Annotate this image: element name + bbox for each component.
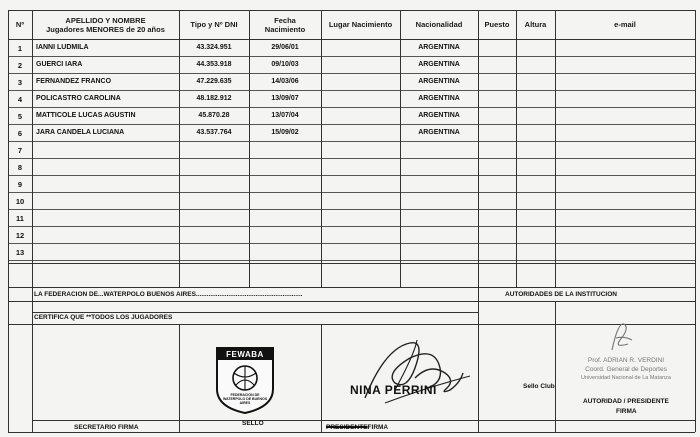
federacion-text: LA FEDERACION DE...WATERPOLO BUENOS AIRES...........................................................	[34, 291, 303, 298]
row-line	[8, 243, 695, 244]
col-line-puesto	[516, 10, 517, 287]
row-number: 7	[17, 146, 23, 155]
header-dni: Tipo y Nº DNI	[190, 20, 238, 29]
player-dni: 44.353.918	[196, 61, 232, 68]
player-dni: 45.870.28	[198, 112, 230, 119]
player-birthdate: 13/07/04	[271, 112, 299, 119]
firma-label	[326, 424, 388, 431]
footer-col-1	[179, 324, 180, 432]
player-birthdate: 13/09/07	[271, 95, 299, 102]
player-dni: 43.537.764	[196, 129, 232, 136]
table-bottom-line	[8, 263, 695, 264]
col-line-lugar	[400, 10, 401, 287]
row-line	[8, 73, 695, 74]
row-line	[8, 124, 695, 125]
footer-line-4	[8, 324, 695, 325]
row-number: 2	[17, 61, 23, 70]
frame-bottom	[8, 432, 695, 433]
row-number: 11	[16, 214, 24, 223]
row-number: 10	[15, 197, 25, 206]
header-apellido-1: APELLIDO Y NOMBRE	[65, 16, 146, 25]
presidente-struck-text: PRESIDENTE	[326, 424, 368, 431]
player-name: MATTICOLE LUCAS AGUSTIN	[36, 112, 136, 119]
row-number: 4	[17, 95, 23, 104]
row-line	[8, 90, 695, 91]
header-bottom-line	[8, 39, 695, 40]
player-name: GUERCI IARA	[36, 61, 83, 68]
header-lugar: Lugar Nacimiento	[328, 20, 393, 29]
row-line	[8, 175, 695, 176]
row-number: 3	[17, 78, 23, 87]
certifica-text: CERTIFICA QUE **TODOS LOS JUGADORES	[34, 314, 173, 321]
secretario-firma-label: SECRETARIO FIRMA	[74, 424, 139, 431]
player-dni: 48.182.912	[196, 95, 232, 102]
player-nationality: ARGENTINA	[418, 44, 460, 51]
player-name: FERNANDEZ FRANCO	[36, 78, 112, 85]
col-line-name	[179, 10, 180, 287]
header-fecha-1: Fecha	[274, 16, 296, 25]
player-name: POLICASTRO CAROLINA	[36, 95, 121, 102]
row-line	[8, 141, 695, 142]
player-nationality: ARGENTINA	[418, 78, 460, 85]
row-line	[8, 209, 695, 210]
footer-line-5	[32, 420, 695, 421]
row-line	[8, 107, 695, 108]
prof-signature-icon	[606, 318, 636, 354]
header-nacionalidad: Nacionalidad	[415, 20, 463, 29]
player-birthdate: 09/10/03	[271, 61, 299, 68]
row-line	[8, 56, 695, 57]
fewaba-subtitle: FEDERACION DE WATERPOLO DE BUENOS AIRES	[222, 393, 268, 405]
autoridades-title: AUTORIDADES DE LA INSTITUCION	[505, 291, 617, 298]
signature-name: NINA PERRINI	[350, 383, 437, 397]
col-line-right	[695, 10, 696, 432]
col-line-nac	[478, 10, 479, 432]
row-number: 1	[17, 44, 23, 53]
player-nationality: ARGENTINA	[418, 112, 460, 119]
player-nationality: ARGENTINA	[418, 95, 460, 102]
row-number: 8	[17, 163, 23, 172]
footer-top-line	[8, 287, 695, 288]
player-birthdate: 29/06/01	[271, 44, 299, 51]
autoridad-presidente-label: AUTORIDAD / PRESIDENTE	[583, 398, 669, 405]
player-name: IANNI LUDMILA	[36, 44, 89, 51]
header-email: e-mail	[614, 20, 636, 29]
header-fecha-2: Nacimiento	[264, 25, 306, 34]
player-dni: 47.229.635	[196, 78, 232, 85]
row-line	[8, 226, 695, 227]
header-puesto: Puesto	[484, 20, 510, 29]
row-number: 13	[15, 248, 25, 257]
row-line	[8, 260, 695, 261]
col-line-altura	[555, 10, 556, 287]
col-line-dni	[249, 10, 250, 287]
prof-stamp-line-3: Universidad Nacional de La Matanza	[581, 375, 671, 381]
player-dni: 43.324.951	[196, 44, 232, 51]
firma-label-2: FIRMA	[616, 408, 637, 415]
fewaba-logo-text: FEWABA	[226, 350, 264, 359]
firma-text: FIRMA	[367, 424, 389, 431]
fewaba-stamp	[214, 345, 276, 415]
handwritten-signature-icon	[355, 328, 475, 418]
header-num: Nº	[15, 20, 25, 29]
player-name: JARA CANDELA LUCIANA	[36, 129, 125, 136]
prof-stamp-line-1: Prof. ADRIAN R. VERDINI	[587, 357, 665, 364]
row-number: 12	[15, 231, 25, 240]
player-nationality: ARGENTINA	[418, 129, 460, 136]
footer-col-3	[555, 301, 556, 432]
player-birthdate: 14/03/06	[271, 78, 299, 85]
footer-line-2	[8, 301, 695, 302]
player-birthdate: 15/09/02	[271, 129, 299, 136]
row-line	[8, 192, 695, 193]
header-apellido-2: Jugadores MENORES de 20 años	[46, 25, 165, 34]
footer-col-2	[321, 324, 322, 432]
col-line-num	[32, 10, 33, 432]
col-line-fecha	[321, 10, 322, 287]
row-number: 9	[17, 180, 23, 189]
frame-top	[8, 10, 695, 11]
footer-line-3	[32, 312, 478, 313]
row-number: 5	[17, 112, 23, 121]
sello-label: SELLO	[242, 420, 264, 427]
player-nationality: ARGENTINA	[418, 61, 460, 68]
row-number: 6	[17, 129, 23, 138]
header-altura: Altura	[524, 20, 547, 29]
sello-club-label: Sello Club	[523, 383, 555, 390]
prof-stamp-line-2: Coord. General de Deportes	[585, 366, 667, 373]
row-line	[8, 158, 695, 159]
